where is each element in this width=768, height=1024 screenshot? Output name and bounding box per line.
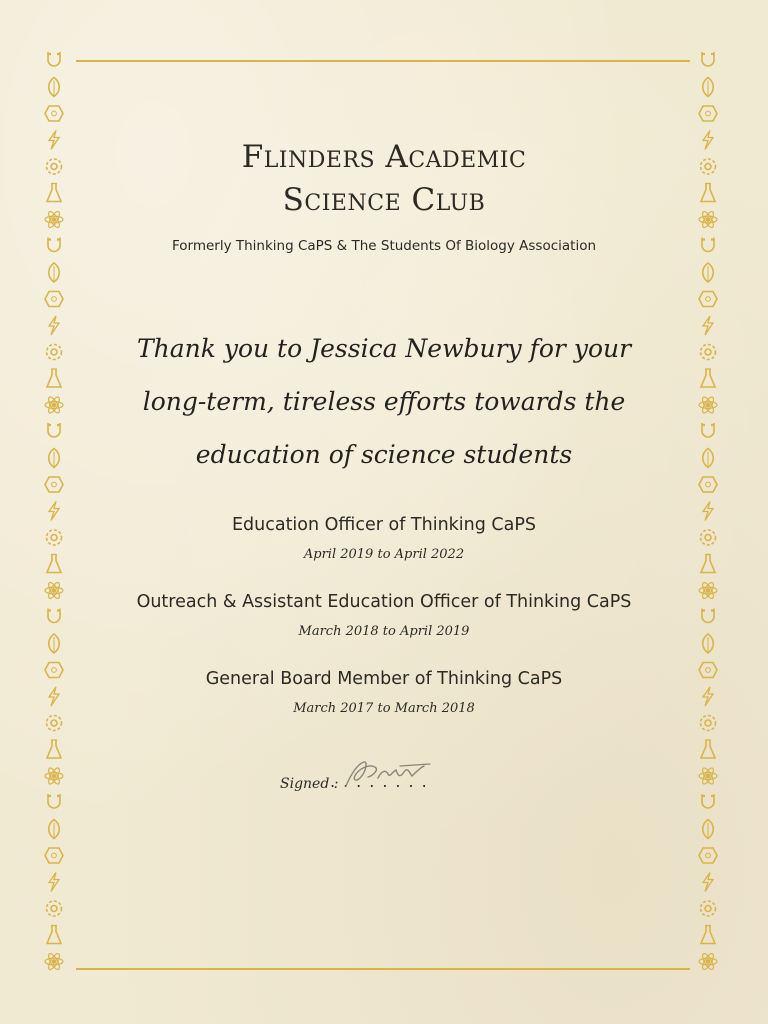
- lightning-icon: [49, 873, 59, 892]
- thank-you-line-3: education of science students: [195, 440, 573, 469]
- flower-icon: [47, 716, 62, 731]
- role-title-2: Outreach & Assistant Education Officer of Thinking CaPS: [136, 592, 632, 612]
- flask-icon: [47, 369, 61, 387]
- flower-icon: [701, 345, 716, 360]
- atom-icon: [699, 767, 717, 786]
- role-period-3: March 2017 to March 2018: [293, 701, 475, 716]
- flask-icon: [701, 740, 715, 758]
- leaf-icon: [49, 263, 60, 282]
- magnet-icon: [48, 423, 60, 437]
- role-period-1: April 2019 to April 2022: [303, 547, 465, 562]
- top-border-line: [76, 60, 690, 62]
- club-title: [0, 136, 768, 222]
- flower-icon: [701, 716, 716, 731]
- magnet-icon: [48, 52, 60, 66]
- flask-icon: [47, 926, 61, 944]
- leaf-icon: [703, 263, 714, 282]
- atom-icon: [45, 767, 63, 786]
- flower-icon: [47, 901, 62, 916]
- atom-icon: [45, 952, 63, 971]
- role-title-1: Education Officer of Thinking CaPS: [231, 515, 537, 535]
- signature-block: [280, 770, 540, 810]
- magnet-icon: [702, 794, 714, 808]
- magnet-icon: [702, 423, 714, 437]
- atom-icon: [699, 396, 717, 415]
- leaf-icon: [49, 78, 60, 97]
- leaf-icon: [703, 78, 714, 97]
- signed-label: Signed :: [280, 776, 339, 792]
- leaf-icon: [703, 449, 714, 468]
- atom-icon: [45, 396, 63, 415]
- magnet-icon: [48, 794, 60, 808]
- thank-you-line-2: long-term, tireless efforts towards the: [142, 387, 626, 416]
- magnet-icon: [702, 52, 714, 66]
- flask-icon: [701, 369, 715, 387]
- leaf-icon: [703, 820, 714, 839]
- hexagon-icon: [699, 848, 717, 863]
- atom-icon: [699, 952, 717, 971]
- leaf-icon: [49, 820, 60, 839]
- flask-icon: [701, 926, 715, 944]
- lightning-icon: [49, 316, 59, 335]
- thank-you-line-1: Thank you to Jessica Newbury for your: [136, 334, 632, 363]
- club-title-line-1: Flinders Academic: [241, 139, 527, 175]
- bottom-border-line: [76, 968, 690, 970]
- flask-icon: [47, 740, 61, 758]
- flower-icon: [701, 901, 716, 916]
- club-title-line-2: Science Club: [282, 182, 486, 218]
- leaf-icon: [49, 449, 60, 468]
- flower-icon: [47, 345, 62, 360]
- club-subtitle: Formerly Thinking CaPS & The Students Of Biology Association: [171, 238, 597, 254]
- role-title-3: General Board Member of Thinking CaPS: [205, 669, 563, 689]
- signature-dots: ........: [330, 772, 435, 791]
- hexagon-icon: [45, 477, 63, 492]
- lightning-icon: [703, 873, 713, 892]
- hexagon-icon: [699, 292, 717, 307]
- hexagon-icon: [45, 106, 63, 121]
- hexagon-icon: [45, 848, 63, 863]
- hexagon-icon: [45, 292, 63, 307]
- hexagon-icon: [699, 477, 717, 492]
- role-period-2: March 2018 to April 2019: [298, 624, 470, 639]
- hexagon-icon: [699, 106, 717, 121]
- thank-you-message: [90, 322, 678, 481]
- lightning-icon: [703, 316, 713, 335]
- handwritten-signature: [338, 758, 448, 792]
